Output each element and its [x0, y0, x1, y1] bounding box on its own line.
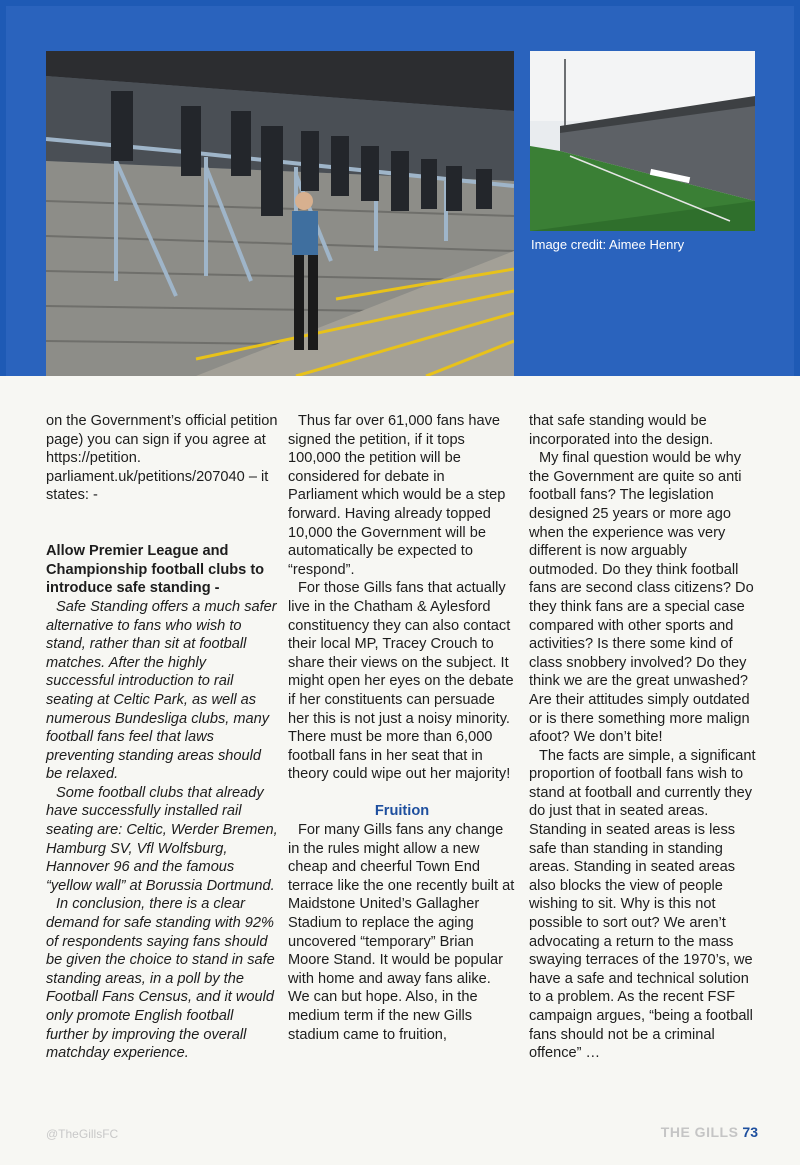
paragraph: For those Gills fans that actually live in the Chatham & Aylesford constituency they can also contact their local MP, Tracey Crouch to share their views on the subject. It might open her eyes on the debate if her constituents can persuade her this is not just a noisy minority. There must be more than 6,000 football fans in her seat that in theory could wipe out her majority!: [288, 580, 514, 783]
paragraph: on the Government’s official petition page) you can sign if you agree at https://petition. parliament.uk/petitions/207040 – it states: -: [46, 413, 278, 504]
stadium-photo: [530, 51, 755, 231]
paragraph: Thus far over 61,000 fans have signed the petition, if it tops 100,000 the petition will be considered for debate in Parliament which would be a step forward. Having already topped 10,000 the Government will be automatically be expected to “respond”.: [288, 413, 506, 578]
paragraph: My final question would be why the Government are quite so anti football fans? The legislation designed 25 years or more ago when the experience was very different is now arguably outmoded. Do they think football fans are second class citizens? Do they think fans are a special case compared with other sports and activities? Is there some kind of class snobbery involved? Do they think we are the great unwashed? Are their attitudes simply outdated or is there something more malign afoot? We don’t bite!: [529, 450, 754, 746]
image-credit: Image credit: Aimee Henry: [531, 237, 685, 252]
paragraph: that safe standing would be incorporated into the design.: [529, 413, 714, 448]
column-1: [46, 412, 278, 1063]
twitter-handle: @TheGillsFC: [46, 1127, 119, 1141]
paragraph: The facts are simple, a significant proportion of football fans wish to stand at football and currently they do just that in seated areas. Standing in seated areas is less safe than standing in standing areas. Standing in seated areas also blocks the view of people wishing to sit. Why is this not possible to sort out? We aren’t advocating a return to the mass swaying terraces of the 1970’s, we have a safe and technical solution to a problem. As the recent FSF campaign argues, “being a football fans should not be a criminal offence” …: [529, 747, 756, 1062]
petition-heading: Allow Premier League and Championship football clubs to introduce safe standing -: [46, 543, 265, 597]
paragraph: Safe Standing offers a much safer alternative to fans who wish to stand, rather than sit at football matches. After the highly successful introduction to rail seating at Celtic Park, as well as numerous Bundesliga clubs, many football fans feel that laws preventing standing areas should be relaxed.: [46, 598, 277, 783]
paragraph: Some football clubs that already have successfully installed rail seating are: Celtic, Werder Bremen, Hamburg SV, Vfl Wolfsburg, Hannover 96 and the famous “yellow wall” at Borussia Dortmund.: [46, 784, 278, 894]
column-3: [529, 412, 759, 1063]
section-subheading: Fruition: [374, 803, 430, 820]
publication-name: THE GILLS: [660, 1124, 739, 1140]
paragraph: For many Gills fans any change in the rules might allow a new cheap and cheerful Town End terrace like the one recently built at Maidstone United’s Gallagher Stadium to replace the aging uncovered “temporary” Brian Moore Stand. It would be popular with home and away fans alike. We can but hope. Also, in the medium term if the new Gills stadium came to fruition,: [288, 822, 515, 1043]
page-footer: [661, 1124, 758, 1140]
page-number: 73: [742, 1124, 758, 1140]
stand-photo-main: [46, 51, 514, 376]
column-2: [288, 412, 516, 1044]
paragraph: In conclusion, there is a clear demand for safe standing with 92% of respondents saying fans should be given the choice to stand in safe standing areas, in a poll by the Football Fans Census, and it would only promote English football further by improving the overall matchday experience.: [46, 896, 275, 1062]
